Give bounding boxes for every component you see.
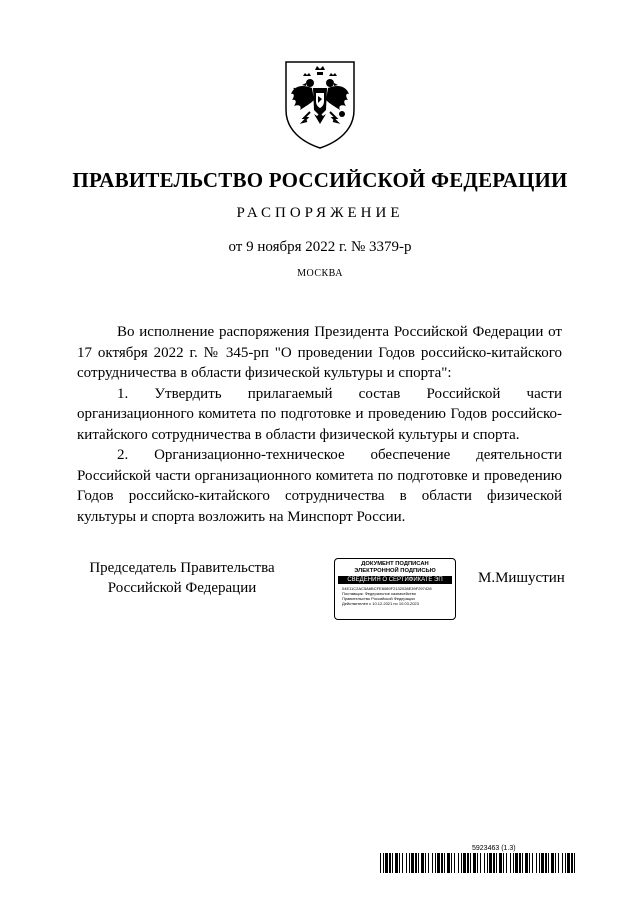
stamp-line2: ЭЛЕКТРОННОЙ ПОДПИСЬЮ xyxy=(354,567,436,574)
government-title: ПРАВИТЕЛЬСТВО РОССИЙСКОЙ ФЕДЕРАЦИИ xyxy=(72,168,568,192)
document-body xyxy=(77,322,562,527)
signatory-position-line2: Российской Федерации xyxy=(107,580,257,596)
stamp-line1: ДОКУМЕНТ ПОДПИСАН xyxy=(361,561,429,567)
signatory-position xyxy=(77,558,287,598)
stamp-banner: СВЕДЕНИЯ О СЕРТИФИКАТЕ ЭП xyxy=(338,576,452,584)
signatory-name: М.Мишустин xyxy=(478,570,565,586)
barcode-icon xyxy=(380,853,576,873)
stamp-validity: Действителен с 10.12.2021 по 10.03.2023 xyxy=(342,601,419,607)
document-city: МОСКВА xyxy=(297,268,343,279)
document-type: РАСПОРЯЖЕНИЕ xyxy=(236,205,404,221)
clause-2-paragraph: 2. Организационно-техническое обеспечение деятельности Российской части организационного комитета по подготовке и проведению Годов российско-китайского сотрудничества в области физической культуры и спорта возложить на Минспорт России. xyxy=(77,447,562,525)
barcode-number: 5923463 (1.3) xyxy=(472,845,516,852)
signatory-position-line1: Председатель Правительства xyxy=(89,560,275,576)
electronic-signature-stamp xyxy=(334,558,456,620)
stamp-owner: Правительство Российской Федерации xyxy=(342,596,415,601)
stamp-supplier: Поставщик: Федеральное казначейство xyxy=(342,590,416,596)
state-emblem-icon xyxy=(282,58,358,150)
stamp-cert-id: 04E11C2AC5A6BCFE8089F2132028E39F297428 xyxy=(342,585,432,591)
clause-1-paragraph: 1. Утвердить прилагаемый состав Российской части организационного комитета по подготовке и проведению Годов российско-китайского сотрудничества в области физической культуры и спорта. xyxy=(77,385,562,443)
document-date-number: от 9 ноября 2022 г. № 3379-р xyxy=(228,239,412,255)
preamble-paragraph: Во исполнение распоряжения Президента Российской Федерации от 17 октября 2022 г. № 345-рп "О проведении Годов российско-китайского сотрудничества в области физической культуры и спорта": xyxy=(77,324,562,381)
